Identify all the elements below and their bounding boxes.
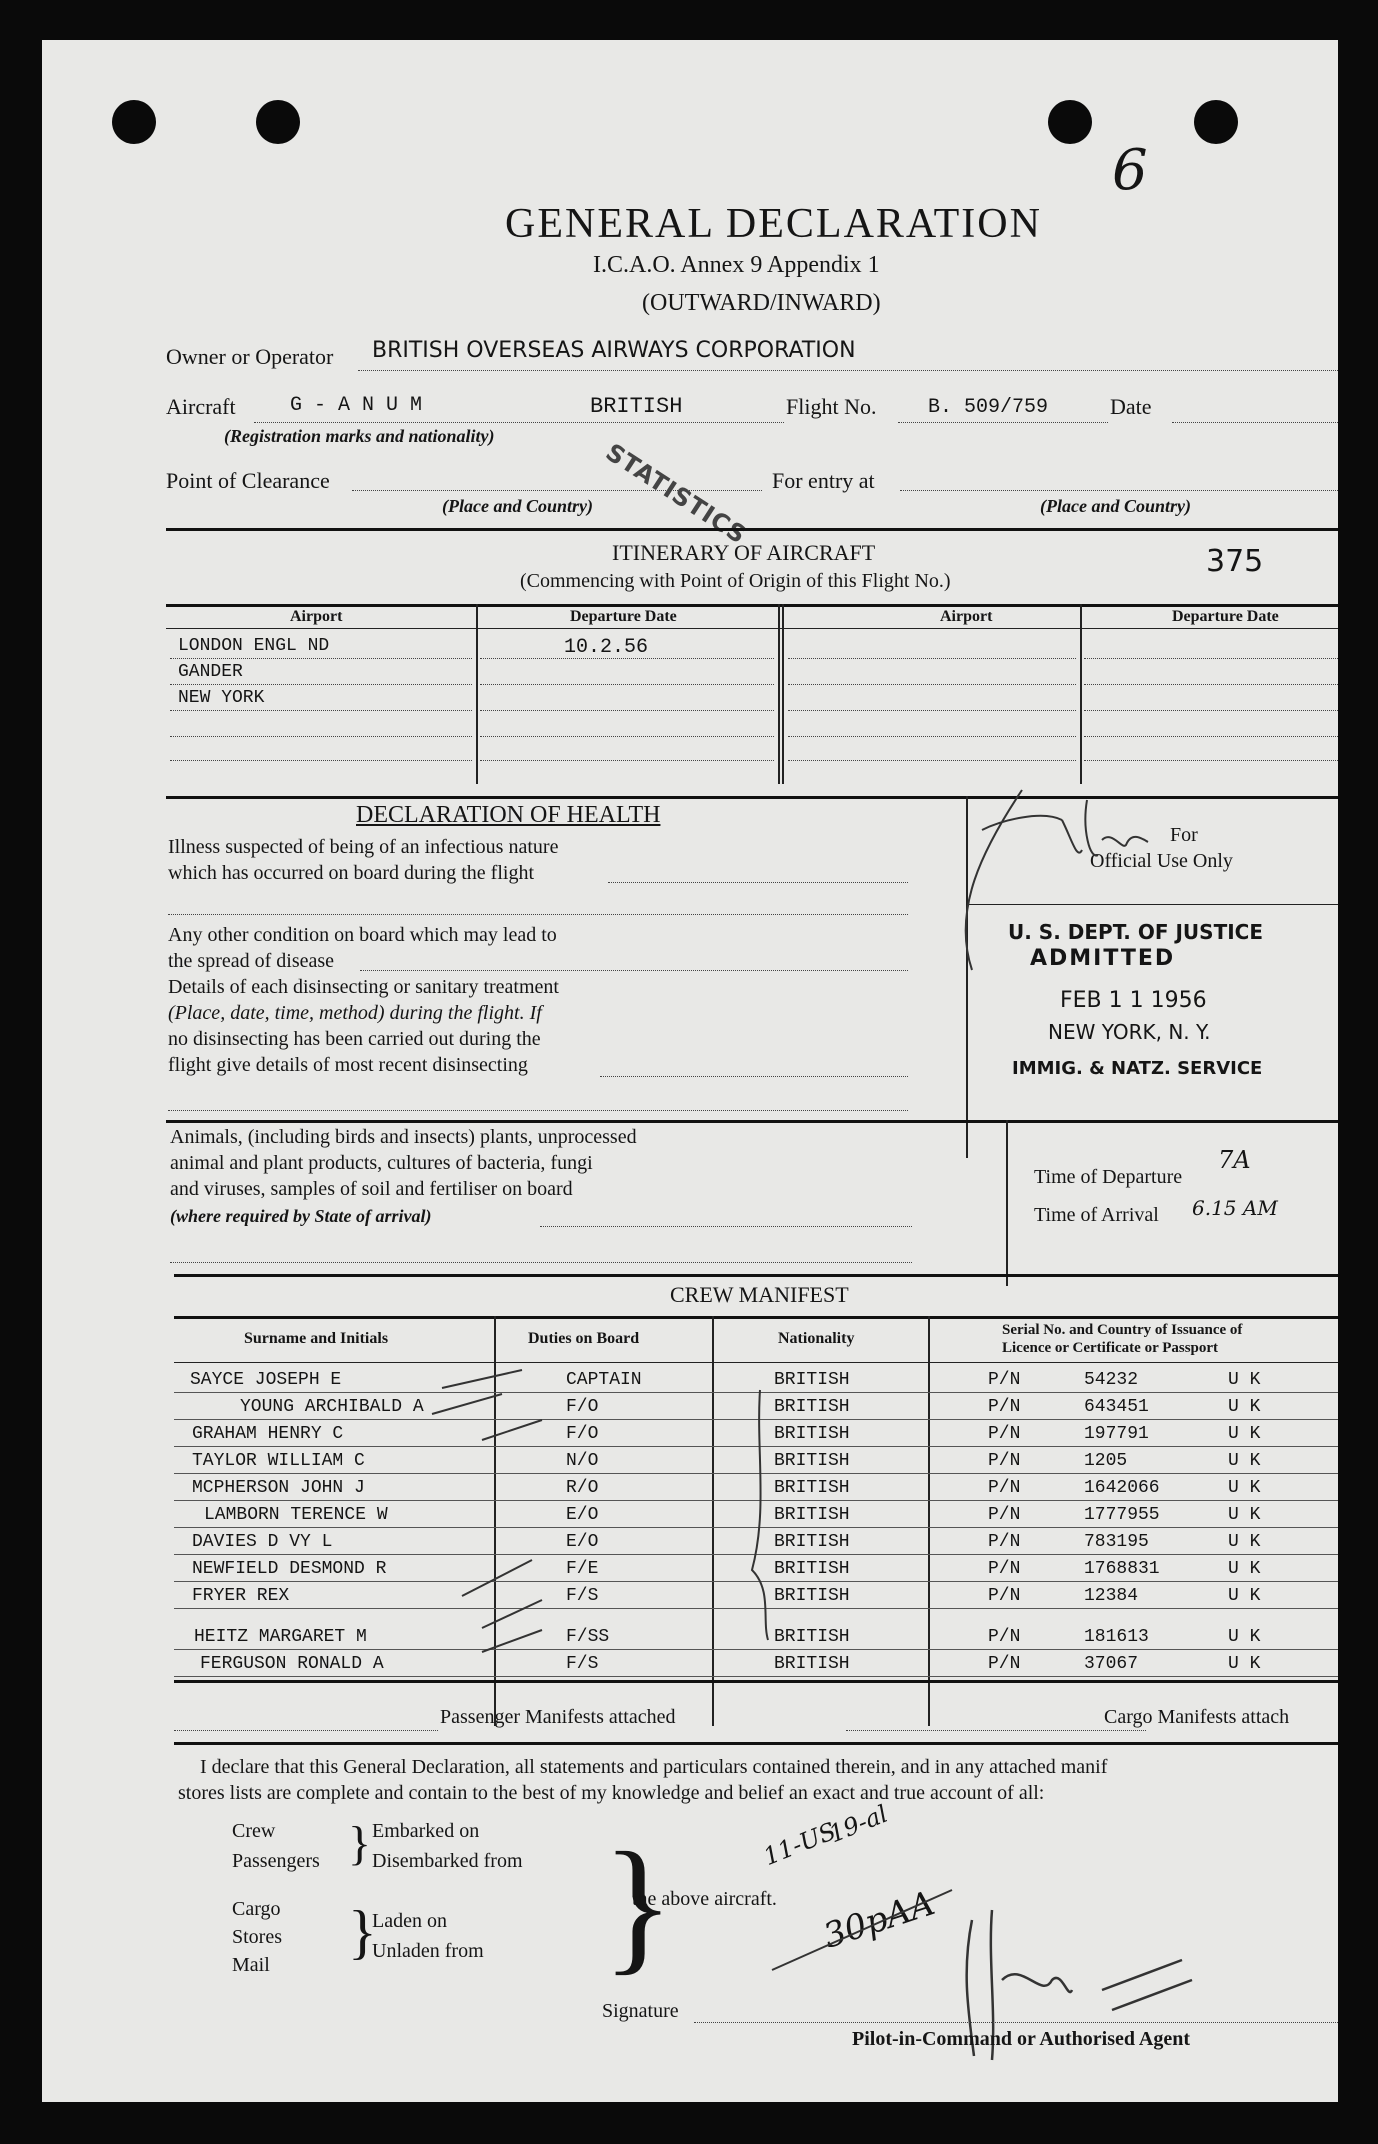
punch-hole — [256, 100, 300, 144]
stamp-place: NEW YORK, N. Y. — [1048, 1020, 1211, 1044]
crew-name: HEITZ MARGARET M — [194, 1627, 367, 1647]
crew-serial: 181613 — [1084, 1627, 1149, 1647]
group1-passengers: Passengers — [232, 1850, 320, 1872]
crew-nationality: BRITISH — [774, 1478, 850, 1498]
crew-nationality: BRITISH — [774, 1532, 850, 1552]
crew-name: GRAHAM HENRY C — [192, 1424, 344, 1444]
stamp-admitted: ADMITTED — [1030, 946, 1176, 971]
hand-note-2: 19-al — [824, 1799, 892, 1849]
aircraft-sublabel: (Registration marks and nationality) — [224, 426, 495, 446]
group1-crew: Crew — [232, 1820, 276, 1842]
crew-pn: P/N — [988, 1451, 1021, 1471]
declaration-line-1: I declare that this General Declaration, all statements and particulars contained therein, and in any attached manif — [200, 1756, 1108, 1778]
crew-nationality: BRITISH — [774, 1397, 850, 1417]
crew-name: LAMBORN TERENCE W — [204, 1505, 388, 1525]
crew-pn: P/N — [988, 1532, 1021, 1552]
crew-duty: F/SS — [566, 1627, 610, 1647]
crew-duty: E/O — [566, 1505, 599, 1525]
flight-value: B. 509/759 — [928, 396, 1049, 419]
crew-pn: P/N — [988, 1478, 1021, 1498]
crew-duty: F/S — [566, 1654, 599, 1674]
crew-pn: P/N — [988, 1505, 1021, 1525]
date-label: Date — [1110, 394, 1152, 419]
group2-unladen: Unladen from — [372, 1940, 484, 1962]
crew-duty: F/E — [566, 1559, 599, 1579]
crew-duty: F/O — [566, 1424, 599, 1444]
itin-col-departure-2: Departure Date — [1172, 608, 1279, 625]
form-annex: I.C.A.O. Annex 9 Appendix 1 — [593, 252, 880, 278]
punch-hole — [1194, 100, 1238, 144]
statistics-stamp: STATISTICS — [600, 438, 752, 550]
hand-note-1: 11-US — [759, 1816, 840, 1872]
crew-name: NEWFIELD DESMOND R — [192, 1559, 387, 1579]
crew-name: TAYLOR WILLIAM C — [192, 1451, 365, 1471]
crew-country: U K — [1228, 1627, 1261, 1647]
crew-serial: 1642066 — [1084, 1478, 1160, 1498]
passenger-manifests: Passenger Manifests attached — [440, 1706, 676, 1728]
crew-nationality: BRITISH — [774, 1370, 850, 1390]
hand-note-3: 30pAA — [818, 1883, 940, 1957]
official-use-line-1: For — [1170, 824, 1198, 846]
crew-pn: P/N — [988, 1370, 1021, 1390]
crew-serial: 783195 — [1084, 1532, 1149, 1552]
departure-time-value: 7A — [1218, 1146, 1251, 1174]
itin-col-airport: Airport — [290, 608, 343, 625]
punch-hole — [1048, 100, 1092, 144]
crew-country: U K — [1228, 1505, 1261, 1525]
group2-stores: Stores — [232, 1926, 282, 1948]
declaration-form: 6 GENERAL DECLARATION I.C.A.O. Annex 9 Appendix 1 (OUTWARD/INWARD) Owner or Operator BRITISH OVERSEAS AIRWAYS CORPORATION Aircraft G - A N U M BRITISH (Registration marks and nationality) Flight No. B. 509/759 Date STATISTICS Point of Clearance (Place and Country) For entry at (Place and Country) ITINERARY OF AIRCRAFT (Commencing with Point of Origin of this Flight No.) 375 Airport Departure Date Airport Departure Date LONDON ENGL ND GANDER NEW YORK 10.2.56 DECLARATION OF HEALTH Illness suspected of being of an infectious nature which has occurred on board during the flight Any other condition on board which may lead to the spread of disease Details of each disinsecting or sanitary treatment (Place, date, time, method) during the flight. If no disinsecting has been carried out during the flight give details of most recent disinsecting For Official Use Only U. S. DEPT. OF JUSTICE ADMITTED FEB 1 1 1956 NEW YORK, N. Y. IMMIG. & NATZ. SERVICE Animals, (including birds and insects) plants, unprocessed animal and plant products, cultures of bacteria, fungi and viruses, samples of soil and fertiliser on board (where required by State of arrival) Time of Departure 7A Time of Arrival 6.15 AM CREW MANIFEST Surname and Initials Duties on Board Nationality Serial No. and Country of Issuance of Licence or Certificate or Passport SAYCE JOSEPH E CAPTAIN BRITISH P/N 54232 U K YOUNG ARCHIBALD A F/O BRITISH P/N 643451 U K GRAHAM HENRY C F/O BRITISH P/N 197791 U K TAYLOR WILLIAM C N/O BRITISH P/N 1205 U K MCPHERSON JOHN J R/O BRITISH P/N 1642066 U K LAMBORN TERENCE W E/O BRITISH P/N 1777955 U K DAVIES D VY L E/O BRITISH P/N 783195 U K NEWFIELD DESMOND R F/E BRITISH P/N 1768831 U K FRYER REX F/S BRITISH P/N 12384 U K HEITZ MARGARET M F/SS BRITISH P/N 181613 U K FERGUSON RONALD A F/S BRITISH P/N 37067 U K Passenger Manifests attached Cargo Manifests attach I declare that this General Declaration, all statements and particulars contained therein, and in any attached manif stores lists are complete and contain to the best of my knowledge and belief an exact and true account of all: Crew Passengers } Embarked on Disembarked from Cargo Stores Mail } Laden on Unladen from } the above aircraft. 11-US 19-al 30pAA Signature Pilot-in-Command or Authorised Agent — [42, 40, 1338, 2102]
crew-pn: P/N — [988, 1627, 1021, 1647]
entry-label: For entry at — [772, 468, 875, 493]
crew-pn: P/N — [988, 1559, 1021, 1579]
declaration-line-2: stores lists are complete and contain to the best of my knowledge and belief an exact and true account of all: — [178, 1782, 1045, 1804]
animals-line-1: Animals, (including birds and insects) plants, unprocessed — [170, 1126, 637, 1148]
crew-serial: 643451 — [1084, 1397, 1149, 1417]
owner-label: Owner or Operator — [166, 344, 334, 369]
pilot-label: Pilot-in-Command or Authorised Agent — [852, 2028, 1190, 2050]
itin-col-departure: Departure Date — [570, 608, 677, 625]
stamp-service: IMMIG. & NATZ. SERVICE — [1012, 1058, 1263, 1079]
aircraft-nationality: BRITISH — [590, 394, 683, 419]
crew-serial: 37067 — [1084, 1654, 1139, 1674]
flight-label: Flight No. — [786, 394, 877, 419]
animals-line-4: (where required by State of arrival) — [170, 1206, 432, 1226]
owner-value: BRITISH OVERSEAS AIRWAYS CORPORATION — [372, 338, 856, 363]
health-title: DECLARATION OF HEALTH — [356, 802, 661, 828]
crew-country: U K — [1228, 1654, 1261, 1674]
itin-airport-2: GANDER — [178, 662, 243, 682]
crew-name: DAVIES D VY L — [192, 1532, 333, 1552]
condition-line-1: Any other condition on board which may lead to — [168, 924, 557, 946]
itinerary-subtitle: (Commencing with Point of Origin of this Flight No.) — [520, 570, 951, 592]
crew-country: U K — [1228, 1370, 1261, 1390]
crew-country: U K — [1228, 1451, 1261, 1471]
official-use-line-2: Official Use Only — [1090, 850, 1233, 872]
clearance-sublabel: (Place and Country) — [442, 496, 593, 516]
crew-pn: P/N — [988, 1586, 1021, 1606]
crew-country: U K — [1228, 1532, 1261, 1552]
corner-mark: 6 — [1112, 138, 1148, 203]
crew-nationality: BRITISH — [774, 1559, 850, 1579]
arrival-time-label: Time of Arrival — [1034, 1204, 1159, 1226]
signature-label: Signature — [602, 2000, 679, 2022]
illness-line-2: which has occurred on board during the flight — [168, 862, 535, 884]
crew-serial: 197791 — [1084, 1424, 1149, 1444]
punch-hole — [112, 100, 156, 144]
crew-serial: 1768831 — [1084, 1559, 1160, 1579]
crew-col-serial-2: Licence or Certificate or Passport — [1002, 1340, 1219, 1356]
crew-name: YOUNG ARCHIBALD A — [240, 1397, 424, 1417]
stamp-dept: U. S. DEPT. OF JUSTICE — [1008, 920, 1263, 944]
crew-pn: P/N — [988, 1654, 1021, 1674]
crew-col-nationality: Nationality — [778, 1330, 855, 1347]
crew-country: U K — [1228, 1397, 1261, 1417]
illness-line-1: Illness suspected of being of an infectious nature — [168, 836, 559, 858]
disinsect-line-1: Details of each disinsecting or sanitary treatment — [168, 976, 559, 998]
itinerary-number: 375 — [1206, 544, 1264, 579]
disinsect-line-3: no disinsecting has been carried out during the — [168, 1028, 541, 1050]
crew-duty: CAPTAIN — [566, 1370, 642, 1390]
itinerary-title: ITINERARY OF AIRCRAFT — [612, 540, 876, 565]
form-title: GENERAL DECLARATION — [505, 201, 1042, 247]
crew-col-duties: Duties on Board — [528, 1330, 640, 1347]
group2-cargo: Cargo — [232, 1898, 281, 1920]
crew-nationality: BRITISH — [774, 1654, 850, 1674]
crew-title: CREW MANIFEST — [670, 1282, 849, 1307]
animals-line-2: animal and plant products, cultures of bacteria, fungi — [170, 1152, 593, 1174]
crew-country: U K — [1228, 1559, 1261, 1579]
crew-nationality: BRITISH — [774, 1586, 850, 1606]
crew-name: FRYER REX — [192, 1586, 290, 1606]
clearance-label: Point of Clearance — [166, 468, 330, 493]
crew-duty: R/O — [566, 1478, 599, 1498]
entry-sublabel: (Place and Country) — [1040, 496, 1191, 516]
itin-airport-3: NEW YORK — [178, 688, 265, 708]
crew-serial: 1777955 — [1084, 1505, 1160, 1525]
crew-col-name: Surname and Initials — [244, 1330, 389, 1347]
crew-name: SAYCE JOSEPH E — [190, 1370, 342, 1390]
stamp-date: FEB 1 1 1956 — [1060, 988, 1207, 1013]
crew-serial: 1205 — [1084, 1451, 1128, 1471]
group1-disembarked: Disembarked from — [372, 1850, 523, 1872]
crew-duty: F/S — [566, 1586, 599, 1606]
crew-nationality: BRITISH — [774, 1451, 850, 1471]
disinsect-line-4: flight give details of most recent disinsecting — [168, 1054, 528, 1076]
cargo-manifests: Cargo Manifests attach — [1104, 1706, 1290, 1728]
condition-line-2: the spread of disease — [168, 950, 335, 972]
itin-col-airport-2: Airport — [940, 608, 993, 625]
group2-mail: Mail — [232, 1954, 270, 1976]
disinsect-line-2: (Place, date, time, method) during the flight. If — [168, 1002, 542, 1024]
crew-pn: P/N — [988, 1397, 1021, 1417]
aircraft-value: G - A N U M — [290, 394, 423, 417]
crew-checkmarks — [422, 1360, 1022, 1680]
arrival-time-value: 6.15 AM — [1192, 1196, 1278, 1220]
crew-country: U K — [1228, 1478, 1261, 1498]
crew-name: MCPHERSON JOHN J — [192, 1478, 365, 1498]
crew-duty: E/O — [566, 1532, 599, 1552]
crew-serial: 12384 — [1084, 1586, 1139, 1606]
above-aircraft: the above aircraft. — [632, 1888, 777, 1910]
departure-time-label: Time of Departure — [1034, 1166, 1183, 1188]
crew-pn: P/N — [988, 1424, 1021, 1444]
aircraft-label: Aircraft — [166, 394, 236, 419]
group1-embarked: Embarked on — [372, 1820, 480, 1842]
crew-name: FERGUSON RONALD A — [200, 1654, 384, 1674]
animals-line-3: and viruses, samples of soil and fertiliser on board — [170, 1178, 573, 1200]
form-direction: (OUTWARD/INWARD) — [642, 290, 881, 316]
itin-airport-1: LONDON ENGL ND — [178, 636, 330, 656]
crew-nationality: BRITISH — [774, 1627, 850, 1647]
crew-country: U K — [1228, 1586, 1261, 1606]
crew-duty: F/O — [566, 1397, 599, 1417]
crew-nationality: BRITISH — [774, 1505, 850, 1525]
itin-departure-date: 10.2.56 — [564, 636, 649, 659]
crew-nationality: BRITISH — [774, 1424, 850, 1444]
group2-laden: Laden on — [372, 1910, 447, 1932]
crew-col-serial-1: Serial No. and Country of Issuance of — [1002, 1322, 1243, 1338]
crew-duty: N/O — [566, 1451, 599, 1471]
crew-serial: 54232 — [1084, 1370, 1139, 1390]
crew-country: U K — [1228, 1424, 1261, 1444]
